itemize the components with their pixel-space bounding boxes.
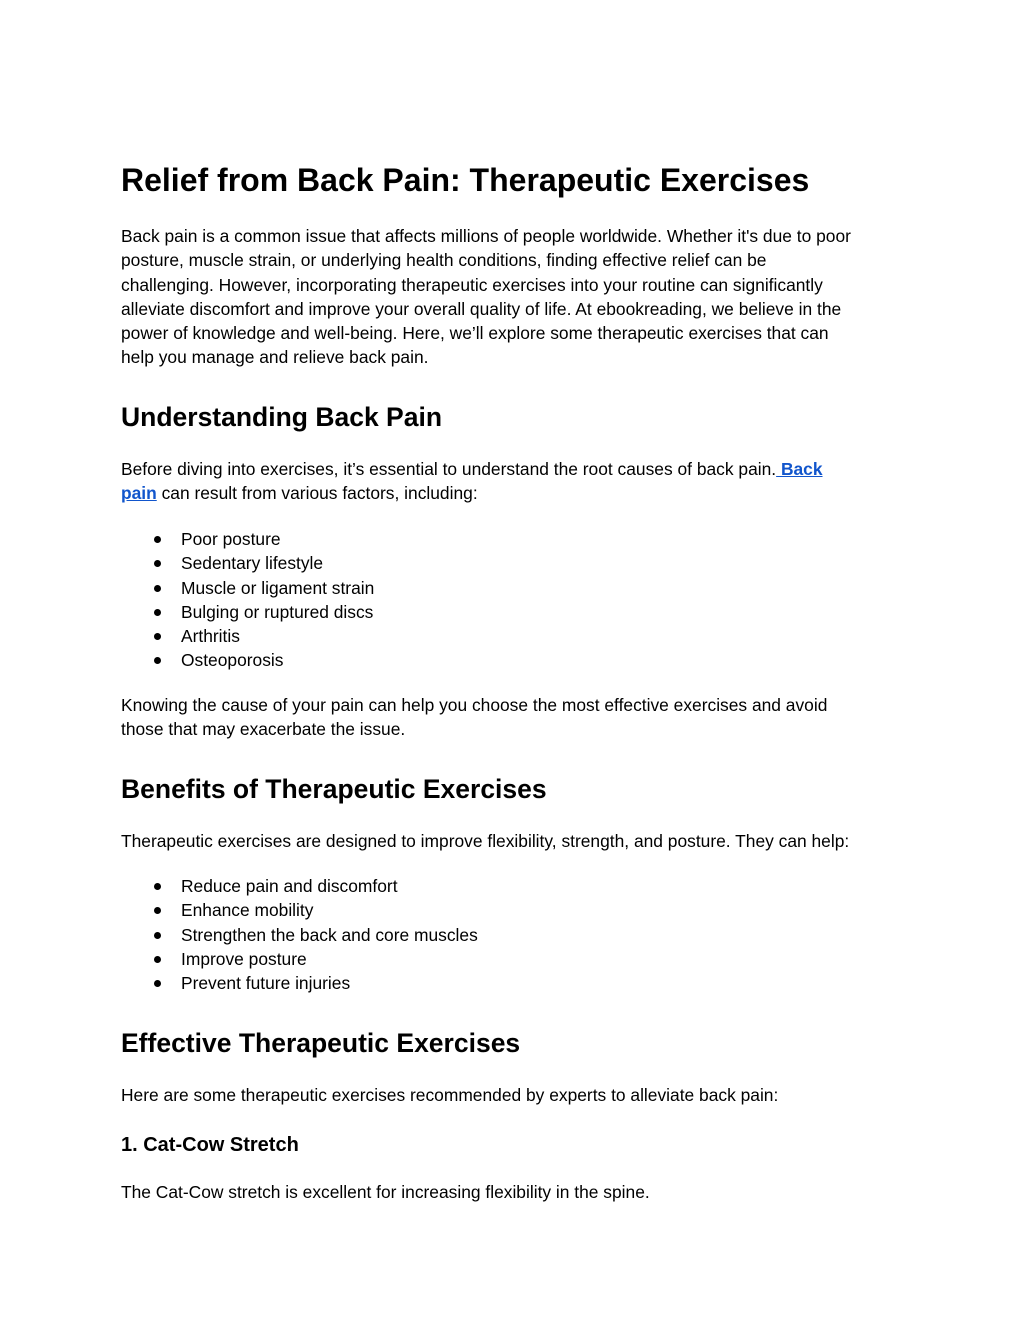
list-item: Improve posture [121,947,478,971]
page-title: Relief from Back Pain: Therapeutic Exercises [121,162,810,198]
bullet-icon [154,956,161,963]
exercise-heading: 1. Cat-Cow Stretch [121,1134,299,1156]
intro-line: help you manage and relieve back pain. [121,347,429,368]
list-item: Strengthen the back and core muscles [121,923,478,947]
list-item: Arthritis [121,624,374,648]
causes-list [121,527,374,673]
bullet-icon [154,536,161,543]
list-item: Bulging or ruptured discs [121,600,374,624]
understanding-line [121,481,911,505]
bullet-icon [154,609,161,616]
understanding-closing-paragraph [121,693,911,742]
bullet-icon [154,585,161,592]
list-item: Prevent future injuries [121,971,478,995]
list-item: Muscle or ligament strain [121,576,374,600]
closing-line: those that may exacerbate the issue. [121,719,406,740]
bullet-icon [154,932,161,939]
effective-intro: Here are some therapeutic exercises recommended by experts to alleviate back pain: [121,1085,779,1105]
intro-line: challenging. However, incorporating therapeutic exercises into your routine can significantly [121,274,823,295]
back-pain-link[interactable]: pain [121,483,157,504]
section-heading-benefits: Benefits of Therapeutic Exercises [121,774,547,804]
understanding-line [121,457,911,481]
intro-paragraph [121,224,911,370]
intro-line: alleviate discomfort and improve your overall quality of life. At ebookreading, we believe in the [121,298,842,319]
bullet-icon [154,980,161,987]
bullet-icon [154,657,161,664]
understanding-text: Before diving into exercises, it’s essential to understand the root causes of back pain. [121,459,777,479]
back-pain-link[interactable]: Back [776,459,823,479]
list-item: Poor posture [121,527,374,551]
intro-line: Back pain is a common issue that affects millions of people worldwide. Whether it's due to poor [121,226,851,246]
section-heading-effective: Effective Therapeutic Exercises [121,1028,521,1058]
list-item: Sedentary lifestyle [121,551,374,575]
section-heading-understanding: Understanding Back Pain [121,402,443,432]
exercise-description: The Cat-Cow stretch is excellent for increasing flexibility in the spine. [121,1182,650,1202]
benefits-intro: Therapeutic exercises are designed to improve flexibility, strength, and posture. They can help: [121,831,850,851]
list-item: Reduce pain and discomfort [121,874,478,898]
bullet-icon [154,907,161,914]
intro-line: power of knowledge and well-being. Here, we’ll explore some therapeutic exercises that can [121,323,829,344]
bullet-icon [154,560,161,567]
bullet-icon [154,883,161,890]
intro-line: posture, muscle strain, or underlying health conditions, finding effective relief can be [121,250,767,271]
benefits-list [121,874,478,995]
bullet-icon [154,633,161,640]
list-item: Enhance mobility [121,898,478,922]
closing-line: Knowing the cause of your pain can help you choose the most effective exercises and avoid [121,695,828,715]
understanding-paragraph [121,457,911,506]
list-item: Osteoporosis [121,648,374,672]
understanding-text: can result from various factors, including: [156,483,478,504]
